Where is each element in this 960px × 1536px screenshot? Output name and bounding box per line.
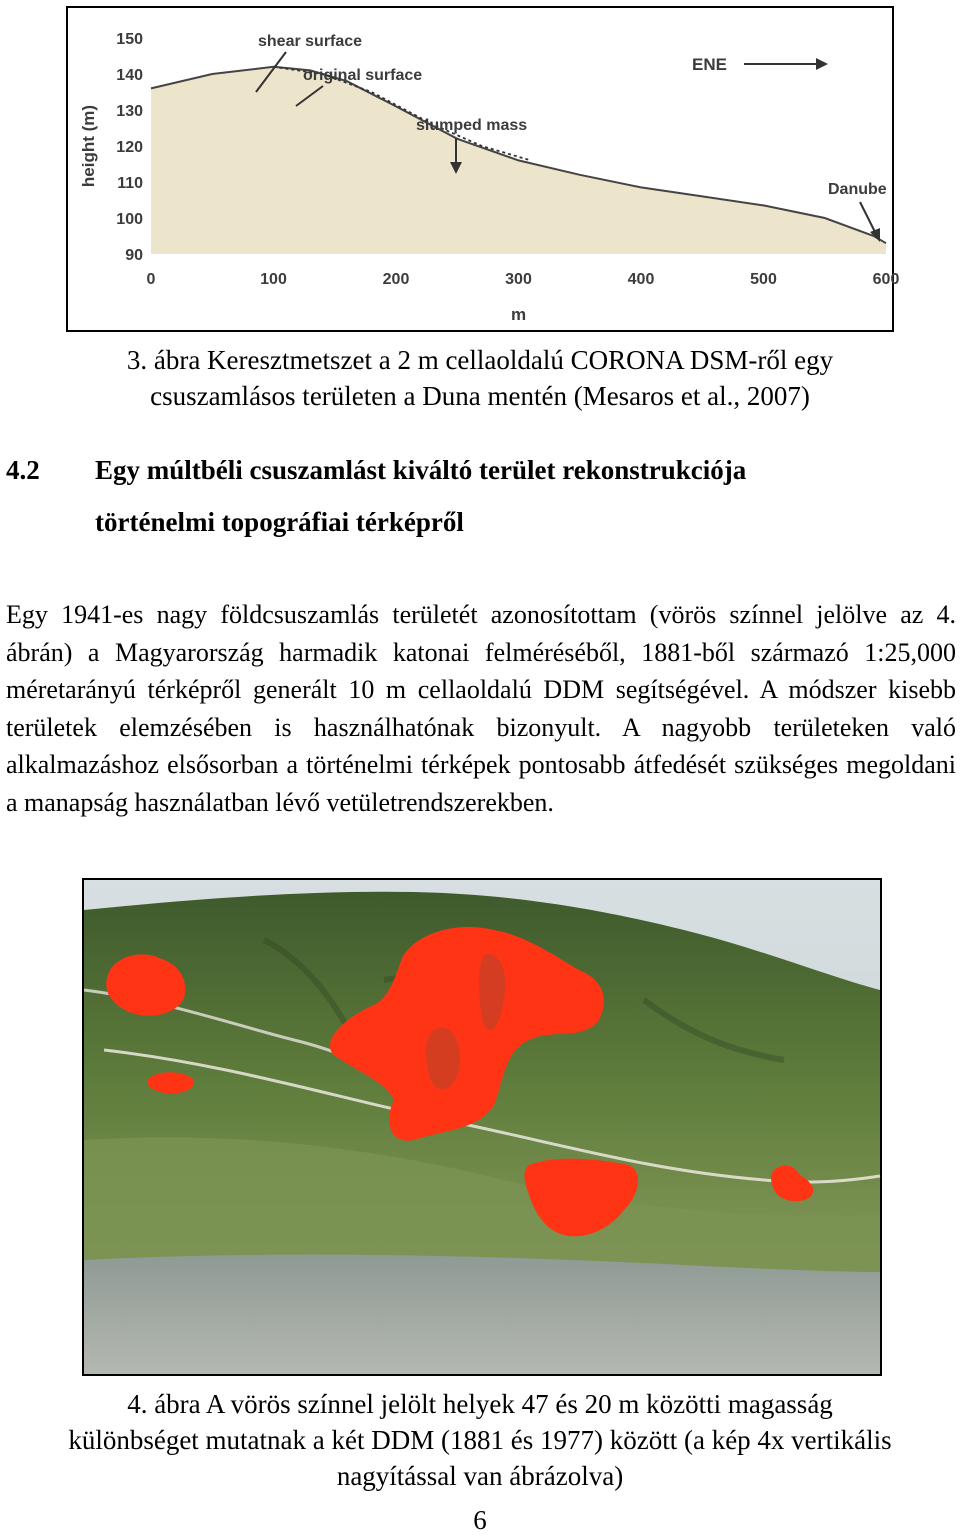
y-axis-label: height (m) <box>79 104 98 188</box>
figure-4-caption-line3: nagyítással van ábrázolva) <box>336 1461 624 1491</box>
annotation-danube: Danube <box>828 181 887 198</box>
y-tick-label: 150 <box>116 31 143 48</box>
y-tick-label: 120 <box>116 139 143 156</box>
section-number: 4.2 <box>6 455 40 485</box>
body-paragraph: Egy 1941-es nagy földcsuszamlás területét azonosítottam (vörös színnel jelölve az 4. ábrán) a Magyarország harmadik katonai felméréséből, 1881-ből származó 1:25,000 méretarányú térképről generált 10 m cellaoldalú DDM segítségével. A módszer kisebb területek elemzésében is használhatónak bizonyult. A nagyobb területeken való alkalmazáshoz elsősorban a történelmi térképek pontosabb átfedését szükséges megoldani a manapság használatban lévő vetületrendszerekben. <box>6 600 956 817</box>
page-number: 6 <box>473 1505 487 1535</box>
figure-4-caption-line1: 4. ábra A vörös színnel jelölt helyek 47 és 20 m közötti magasság <box>127 1389 833 1419</box>
y-tick-label: 100 <box>116 211 143 228</box>
x-tick-label: 0 <box>146 271 156 288</box>
y-tick-label: 90 <box>125 247 143 264</box>
y-tick-label: 130 <box>116 103 143 120</box>
arrow-danube <box>860 202 876 234</box>
landslide-terrain-image <box>84 880 880 1374</box>
annotation-ene: ENE <box>692 55 727 74</box>
figure-3-caption-line2: csuszamlásos területen a Duna mentén (Mesaros et al., 2007) <box>150 381 810 411</box>
danube-river <box>84 1255 880 1374</box>
figure-3-caption-line1: 3. ábra Keresztmetszet a 2 m cellaoldalú CORONA DSM-ről egy <box>126 345 834 375</box>
x-tick-label: 600 <box>872 271 900 288</box>
figure-4-caption-line2: különbséget mutatnak a két DDM (1881 és 1977) között (a kép 4x vertikális <box>68 1425 892 1455</box>
y-tick-label: 110 <box>117 175 143 192</box>
x-tick-label: 400 <box>627 271 655 288</box>
figure-4-landslide-3d-view <box>82 878 882 1376</box>
section-title-line1: Egy múltbéli csuszamlást kiváltó terület rekonstrukciója <box>95 455 747 485</box>
annotation-original-surface: original surface <box>303 67 423 84</box>
section-title-line2: történelmi topográfiai térképről <box>95 507 464 537</box>
annotation-slumped-mass: slumped mass <box>416 117 528 134</box>
x-tick-label: 100 <box>260 271 287 288</box>
x-axis-label: m <box>510 305 527 324</box>
y-tick-label: 140 <box>116 67 143 84</box>
x-tick-label: 300 <box>505 271 532 288</box>
arrowhead-ene <box>816 58 828 70</box>
x-tick-label: 200 <box>382 271 410 288</box>
annotation-shear-surface: shear surface <box>258 33 363 50</box>
cross-section-chart <box>68 8 900 330</box>
figure-3-cross-section <box>66 6 900 332</box>
x-tick-label: 500 <box>750 271 777 288</box>
